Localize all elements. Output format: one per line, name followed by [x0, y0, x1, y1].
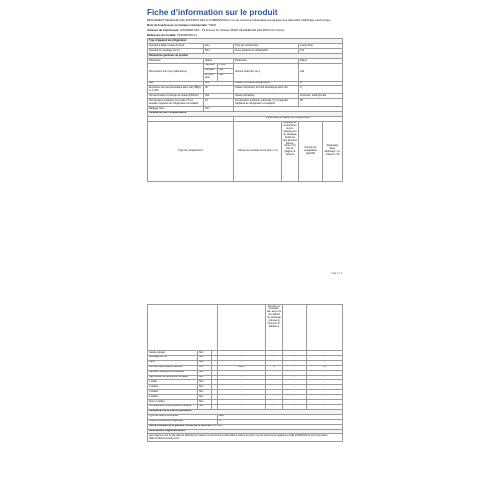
- product-info-sheet: [142, 8, 347, 486]
- cell: -: [283, 375, 307, 380]
- cell: -: [266, 395, 283, 400]
- cell: Non: [198, 400, 212, 405]
- cell: 40: [204, 86, 234, 94]
- address-value: WOODER SAS - 13 Avenue de l'Artisan 35420 VILLENEUVE LES BOULOC France: [180, 28, 285, 32]
- cell: 38: [299, 99, 343, 107]
- supplier-label: Nom du fournisseur ou marque commerciale:: [147, 23, 208, 28]
- cell: tempérée, subtropi-cale: [299, 94, 343, 99]
- cell: [218, 305, 266, 351]
- header-cell: Paramètre: [234, 59, 299, 64]
- cell: Oui: [299, 49, 343, 54]
- cell: [283, 305, 307, 351]
- cell: -: [283, 385, 307, 390]
- cell: -: [283, 370, 307, 375]
- cell: Consommation d’énergie an-nuelle (kWh/an): [148, 94, 204, 99]
- cell: -: [307, 395, 343, 400]
- cell: Non: [198, 351, 212, 356]
- header-cell: Valeur: [204, 59, 234, 64]
- main-table: [147, 38, 343, 181]
- cell: Émissions de bruit acoustique dans l’air [dB(A) re 1 pW]: [148, 86, 204, 94]
- page-number: Pae 1 / 2: [331, 272, 342, 275]
- setting-column-continued: pas être en contradic-tion avec les con-ditions de stockage prévues à l’annexe IV, tableau 3: [266, 305, 283, 351]
- cell: -: [266, 355, 283, 360]
- cell: -: [283, 355, 307, 360]
- cell: Classe d’émission de bruit acoustique dans l’air: [234, 86, 299, 94]
- regulation-text: RÈGLEMENT DÉLÉGUÉ (UE) 2019/2016 DE LA COMMISSION en ce qui concerne l’étiquetage énergétique des dispositifs d’affichage électronique: [147, 18, 331, 22]
- setting-column-header: Réglage de température recom-mandé pour un stockage optimi-sé des denrées alimen-taires (°C) Ces ré-glages ne doivent: [282, 121, 299, 181]
- cell: -: [283, 404, 307, 409]
- cell: Non: [198, 385, 212, 390]
- cell: -: [283, 380, 307, 385]
- cell: -: [266, 400, 283, 405]
- cell: 3 étoiles: [148, 390, 198, 395]
- cell: -: [218, 360, 266, 365]
- cell: Non: [198, 370, 212, 375]
- cell: -: [307, 404, 343, 409]
- cell: Non: [198, 380, 212, 385]
- cell: LED: [218, 414, 343, 419]
- cell: Non: [204, 44, 234, 49]
- cell: Non: [198, 355, 212, 360]
- freeze-column-header: Pouvoir de congélation (kg/24h): [299, 121, 323, 181]
- cell: -: [218, 380, 266, 385]
- cell: Denrées hautement périssables: [148, 370, 198, 375]
- cell: Non: [198, 395, 212, 400]
- cell: -: [266, 360, 283, 365]
- cell: Type de construction:: [234, 44, 299, 49]
- cell: Non: [198, 375, 212, 380]
- cell: -: [266, 385, 283, 390]
- extra-heading: Informations supplémentaires:: [148, 429, 343, 434]
- cell: Oui: [198, 365, 212, 370]
- cell: -: [283, 390, 307, 395]
- cell: Sans étoile ou fabrica-tion de glace: [148, 375, 198, 380]
- cell: [148, 305, 218, 351]
- defrost-column-header: Dégivrage (auto-dégivrage = A, manuel = M): [323, 121, 343, 181]
- cell: Compartiment à tem-pérature variable: [148, 404, 198, 409]
- cell: -: [266, 404, 283, 409]
- cell: -: [307, 355, 343, 360]
- cell: -: [266, 390, 283, 395]
- dims-label: Dimensions hors tout (millimètres): [148, 63, 204, 81]
- cell: G: [218, 419, 343, 424]
- cell: -: [283, 400, 307, 405]
- compartment-rows: [148, 351, 343, 410]
- dim-value: 1 836: [218, 63, 234, 68]
- dim-value: 544: [218, 68, 234, 73]
- cell: Réglage hiver: [148, 107, 204, 112]
- cell: Non: [204, 107, 234, 112]
- cell: -: [218, 390, 266, 395]
- cell: Denrées alimentaires fraîches: [148, 365, 198, 370]
- cell: Appareil de stockage du vin:: [148, 49, 204, 54]
- cell: 304: [204, 94, 234, 99]
- cell: IEE: [148, 81, 204, 86]
- cell: 1 étoile: [148, 380, 198, 385]
- cell: -: [283, 365, 307, 370]
- cell: Type de source lumineuse: [148, 414, 218, 419]
- cell: -: [218, 351, 266, 356]
- cell: -: [218, 355, 266, 360]
- cell: -: [266, 375, 283, 380]
- guarantee-label: Durée minimale de la garantie offerte par le fabricant:: [149, 424, 213, 428]
- model-value: TRF260F3W-11: [176, 32, 197, 37]
- type-column-header: Type de compartiment: [148, 121, 234, 181]
- cell: Température ambiante maximale (°C) à laquelle l’appareil de réfrigération est adapté: [234, 99, 299, 107]
- cell: -: [218, 395, 266, 400]
- cell: E: [299, 81, 343, 86]
- cell: Zone 2 étoiles: [148, 400, 198, 405]
- general-heading: Paramètres généraux du produit:: [148, 54, 343, 59]
- cell: 100: [204, 81, 234, 86]
- cell: 4: [266, 365, 283, 370]
- cell: Non: [198, 390, 212, 395]
- cell: -: [266, 351, 283, 356]
- cell: 2 étoiles: [148, 385, 198, 390]
- volume-label: Volume total (dm³ ou l): [234, 63, 299, 81]
- cell: Non: [198, 404, 212, 409]
- cell: C: [299, 86, 343, 94]
- dim-name: Hau-teur: [204, 63, 218, 68]
- cell: [307, 305, 343, 351]
- cell: -: [218, 385, 266, 390]
- page-title: Fiche d’information sur le produit: [147, 8, 278, 17]
- extra-text: Lien internet vers le site web du fabricant sur lequel se trouvent les informations visées au point 4 a) de l’annexe du règlement (UE) 2019/2019 de la Commission: https://redirect.wooder.com/: [148, 434, 343, 442]
- cell: -: [266, 370, 283, 375]
- header-cell: Paramètre: [148, 59, 204, 64]
- cell: -: [307, 375, 343, 380]
- dim-value: 593: [218, 73, 234, 81]
- cell: M: [307, 365, 343, 370]
- cell: -: [283, 360, 307, 365]
- cell: 16: [204, 99, 234, 107]
- cell: Autre appareil de réfrigération:: [234, 49, 299, 54]
- cell: -: [218, 404, 266, 409]
- cell: -: [218, 400, 266, 405]
- cell: -: [307, 385, 343, 390]
- cell: -: [307, 370, 343, 375]
- volume-column-header: Volume de compart-iment (dm³ ou l): [234, 121, 282, 181]
- cell: -: [283, 351, 307, 356]
- cell: Température ambiante mini-male (°C) à laquelle l’appareil de réfrigération est adapté: [148, 99, 204, 107]
- cell: -: [283, 395, 307, 400]
- model-label: Référence du modèle:: [147, 32, 177, 37]
- cell: Classe d’efficacité énergétique: [148, 419, 218, 424]
- cell: -: [218, 375, 266, 380]
- cell: Cave: [148, 360, 198, 365]
- dim-name: Pro-fon-deur: [204, 73, 218, 81]
- address-label: Adresse du fournisseur:: [147, 28, 180, 32]
- cell: à pose libre: [299, 44, 343, 49]
- dim-name: Lar-geur: [204, 68, 218, 73]
- compartments-heading: Paramètres des compartiments:: [148, 111, 343, 116]
- page2-table: [147, 304, 343, 442]
- model-line: [147, 34, 342, 37]
- values-heading: Paramètres et valeurs du compartiment: [234, 116, 343, 121]
- cell: -: [266, 380, 283, 385]
- cell: -: [307, 360, 343, 365]
- cell: Classe climatique:: [234, 94, 299, 99]
- cell: -: [307, 351, 343, 356]
- cell: Non: [204, 49, 234, 54]
- cell: Classe d’efficacité énergé-tique: [234, 81, 299, 86]
- cell: Garde-manger: [148, 351, 198, 356]
- light-heading: Paramètres de la source lumineuse:: [148, 409, 343, 414]
- cell: -: [307, 380, 343, 385]
- guarantee-value: 24 mois: [213, 424, 222, 428]
- supplier-value: TOER: [208, 23, 216, 28]
- volume-value: 242: [299, 63, 343, 81]
- type-heading: Type d’appareil de réfrigération:: [148, 39, 343, 44]
- cell: Appareil à faible niveau de bruit:: [148, 44, 204, 49]
- cell: 242,0: [218, 365, 266, 370]
- header-cell: Valeur: [299, 59, 343, 64]
- cell: Stockage du vin: [148, 355, 198, 360]
- cell: -: [307, 400, 343, 405]
- cell: -: [218, 370, 266, 375]
- cell: 4 étoiles: [148, 395, 198, 400]
- cell: Non: [198, 360, 212, 365]
- cell: -: [307, 390, 343, 395]
